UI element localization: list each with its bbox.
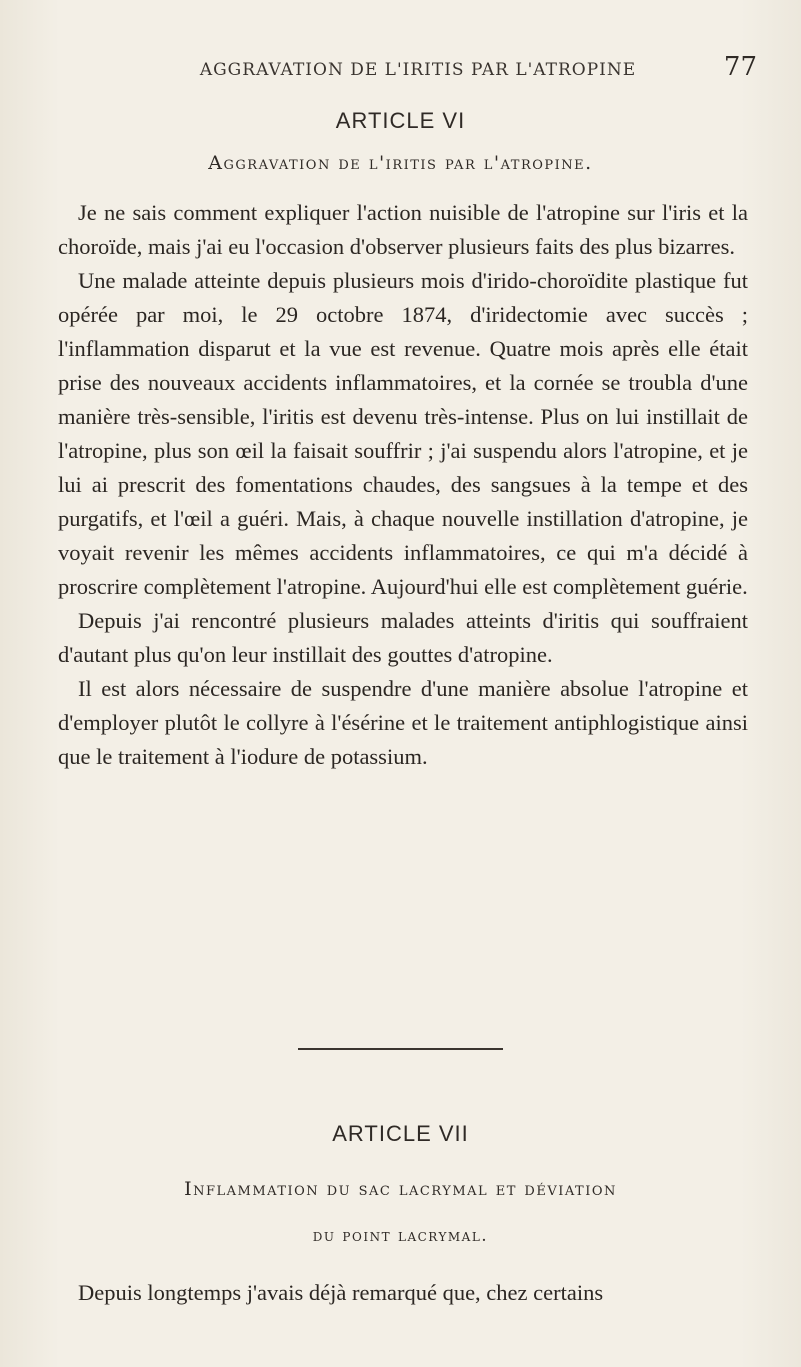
section-divider <box>298 1048 503 1050</box>
paragraph: Je ne sais comment expliquer l'action nuisible de l'atropine sur l'iris et la choroïde, mais j'ai eu l'occasion d'observer plusieurs faits des plus bizarres. <box>58 200 748 259</box>
article-7-body <box>58 1276 748 1310</box>
paragraph: Il est alors nécessaire de suspendre d'une manière absolue l'atropine et d'employer plutôt le collyre à l'ésérine et le traitement antiphlogistique ainsi que le traitement à l'iodure de potassium. <box>58 676 748 769</box>
article-7-subtitle-line-1: Inflammation du sac lacrymal et déviation <box>184 1178 617 1200</box>
paragraph: Une malade atteinte depuis plusieurs mois d'irido-choroïdite plastique fut opérée par moi, le 29 octobre 1874, d'iridectomie avec succès ; l'inflammation disparut et la vue est revenue. Quatre mois après elle était prise des nouveaux accidents inflammatoires, et la cornée se troubla d'une manière très-sensible, l'iritis est devenu très-intense. Plus on lui instillait de l'atropine, plus son œil la faisait souffrir ; j'ai suspendu alors l'atropine, et je lui ai prescrit des fomentations chaudes, des sangsues à la tempe et des purgatifs, et l'œil a guéri. Mais, à chaque nouvelle instillation d'atropine, je voyait revenir les mêmes accidents inflammatoires, ce qui m'a décidé à proscrire complètement l'atropine. Aujourd'hui elle est complètement guérie. <box>58 268 748 599</box>
article-6-subtitle: Aggravation de l'iritis par l'atropine. <box>208 152 593 174</box>
article-6-body <box>58 196 748 774</box>
article-6-title: ARTICLE VI <box>335 108 466 133</box>
article-7-subtitle-line-2: du point lacrymal. <box>312 1226 489 1246</box>
paragraph: Depuis j'ai rencontré plusieurs malades atteints d'iritis qui souffraient d'autant plus qu'on leur instillait des gouttes d'atropine. <box>58 608 748 667</box>
paragraph: Depuis longtemps j'avais déjà remarqué que, chez certains <box>78 1280 604 1305</box>
page-number: 77 <box>723 52 757 82</box>
running-head: AGGRAVATION DE L'IRITIS PAR L'ATROPINE <box>199 60 637 80</box>
article-7-title: ARTICLE VII <box>332 1121 469 1146</box>
